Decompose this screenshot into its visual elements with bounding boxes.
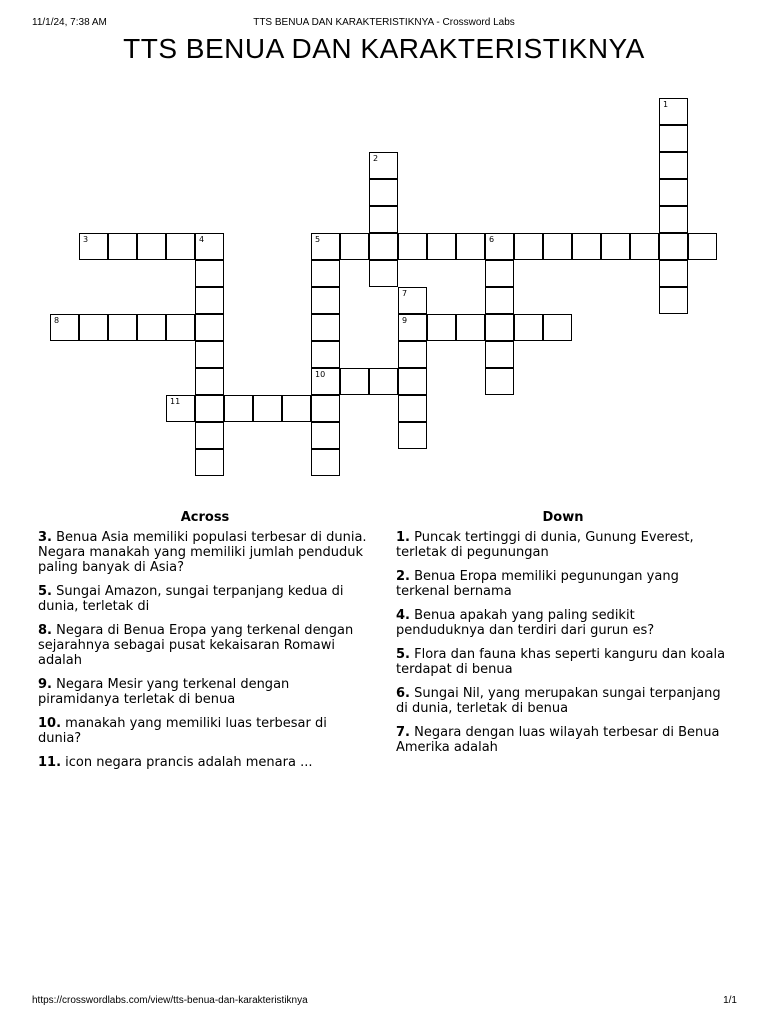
grid-cell: [311, 395, 340, 422]
grid-cell: [688, 233, 717, 260]
grid-cell: [398, 422, 427, 449]
grid-cell: [369, 179, 398, 206]
grid-cell: [398, 341, 427, 368]
across-clue: 9. Negara Mesir yang terkenal dengan piramidanya terletak di benua: [38, 677, 290, 707]
grid-cell: [630, 233, 659, 260]
down-clue: 6. Sungai Nil, yang merupakan sungai terpanjang di dunia, terletak di benua: [396, 686, 721, 716]
grid-cell: [195, 395, 224, 422]
grid-number: 8: [54, 316, 60, 325]
print-page-number: 1/1: [723, 995, 737, 1006]
across-clue: 8. Negara di Benua Eropa yang terkenal dengan sejarahnya sebagai pusat kekaisaran Romawi adalah: [38, 623, 354, 668]
across-heading: Across: [180, 510, 230, 525]
print-date: 11/1/24, 7:38 AM: [32, 17, 107, 28]
down-clue: 1. Puncak tertinggi di dunia, Gunung Everest, terletak di pegunungan: [396, 530, 694, 560]
grid-number: 1: [663, 100, 669, 109]
grid-cell: [398, 395, 427, 422]
grid-cell: [601, 233, 630, 260]
grid-cell: [340, 233, 369, 260]
across-clue-list: [38, 530, 368, 779]
grid-cell: [311, 422, 340, 449]
grid-cell: [543, 314, 572, 341]
grid-cell: [659, 98, 688, 125]
across-clue: 10. manakah yang memiliki luas terbesar di dunia?: [38, 716, 327, 746]
grid-cell: [485, 233, 514, 260]
grid-cell: [659, 206, 688, 233]
grid-number: 4: [199, 235, 205, 244]
down-clue: 4. Benua apakah yang paling sedikit penduduknya dan terdiri dari gurun es?: [396, 608, 655, 638]
grid-cell: [108, 314, 137, 341]
grid-cell: [485, 341, 514, 368]
grid-cell: [224, 395, 253, 422]
down-clue: 2. Benua Eropa memiliki pegunungan yang terkenal bernama: [396, 569, 679, 599]
grid-cell: [427, 314, 456, 341]
grid-cell: [340, 368, 369, 395]
grid-cell: [108, 233, 137, 260]
down-clue-list: [396, 530, 726, 764]
grid-cell: [456, 233, 485, 260]
grid-cell: [311, 233, 340, 260]
grid-cell: [311, 260, 340, 287]
across-clue: 3. Benua Asia memiliki populasi terbesar di dunia. Negara manakah yang memiliki jumlah penduduk paling banyak di Asia?: [38, 530, 367, 575]
grid-cell: [195, 449, 224, 476]
grid-cell: [195, 260, 224, 287]
print-page-title: TTS BENUA DAN KARAKTERISTIKNYA - Crossword Labs: [253, 17, 515, 28]
grid-number: 3: [83, 235, 89, 244]
grid-cell: [659, 125, 688, 152]
grid-cell: [369, 233, 398, 260]
grid-cell: [398, 287, 427, 314]
page-title: TTS BENUA DAN KARAKTERISTIKNYA: [123, 33, 645, 64]
grid-cell: [398, 233, 427, 260]
grid-cell: [369, 260, 398, 287]
grid-cell: [195, 341, 224, 368]
down-clue: 5. Flora dan fauna khas seperti kanguru dan koala terdapat di benua: [396, 647, 726, 677]
grid-cell: [514, 314, 543, 341]
grid-cell: [485, 368, 514, 395]
down-heading: Down: [542, 510, 584, 525]
grid-cell: [659, 260, 688, 287]
grid-cell: [456, 314, 485, 341]
grid-number: 10: [315, 370, 326, 379]
grid-cell: [369, 152, 398, 179]
grid-cell: [195, 422, 224, 449]
grid-number: 9: [402, 316, 408, 325]
grid-cell: [485, 287, 514, 314]
grid-cell: [311, 368, 340, 395]
grid-cell: [195, 287, 224, 314]
grid-cell: [50, 314, 79, 341]
grid-cell: [137, 314, 166, 341]
grid-cell: [659, 287, 688, 314]
grid-cell: [485, 260, 514, 287]
grid-cell: [137, 233, 166, 260]
across-clue: 5. Sungai Amazon, sungai terpanjang kedua di dunia, terletak di: [38, 584, 344, 614]
grid-cell: [311, 287, 340, 314]
grid-cell: [79, 314, 108, 341]
grid-cell: [311, 314, 340, 341]
grid-cell: [195, 314, 224, 341]
grid-cell: [166, 395, 195, 422]
grid-cell: [79, 233, 108, 260]
grid-cell: [514, 233, 543, 260]
crossword-grid: [0, 0, 768, 500]
grid-cell: [398, 314, 427, 341]
grid-cell: [311, 341, 340, 368]
grid-number: 6: [489, 235, 495, 244]
print-url: https://crosswordlabs.com/view/tts-benua-dan-karakteristiknya: [32, 995, 308, 1006]
grid-number: 5: [315, 235, 321, 244]
grid-cell: [659, 233, 688, 260]
grid-cell: [311, 449, 340, 476]
grid-number: 2: [373, 154, 379, 163]
grid-cell: [659, 152, 688, 179]
grid-cell: [427, 233, 456, 260]
across-clue: 11. icon negara prancis adalah menara ...: [38, 755, 313, 770]
down-clue: 7. Negara dengan luas wilayah terbesar di Benua Amerika adalah: [396, 725, 720, 755]
grid-cell: [369, 206, 398, 233]
grid-cell: [166, 233, 195, 260]
grid-cell: [659, 179, 688, 206]
grid-cell: [369, 368, 398, 395]
grid-cell: [485, 314, 514, 341]
grid-cell: [572, 233, 601, 260]
grid-cell: [195, 233, 224, 260]
grid-number: 11: [170, 397, 181, 406]
grid-cell: [282, 395, 311, 422]
grid-cell: [195, 368, 224, 395]
grid-cell: [166, 314, 195, 341]
grid-cell: [398, 368, 427, 395]
grid-number: 7: [402, 289, 408, 298]
grid-cell: [543, 233, 572, 260]
grid-cell: [253, 395, 282, 422]
